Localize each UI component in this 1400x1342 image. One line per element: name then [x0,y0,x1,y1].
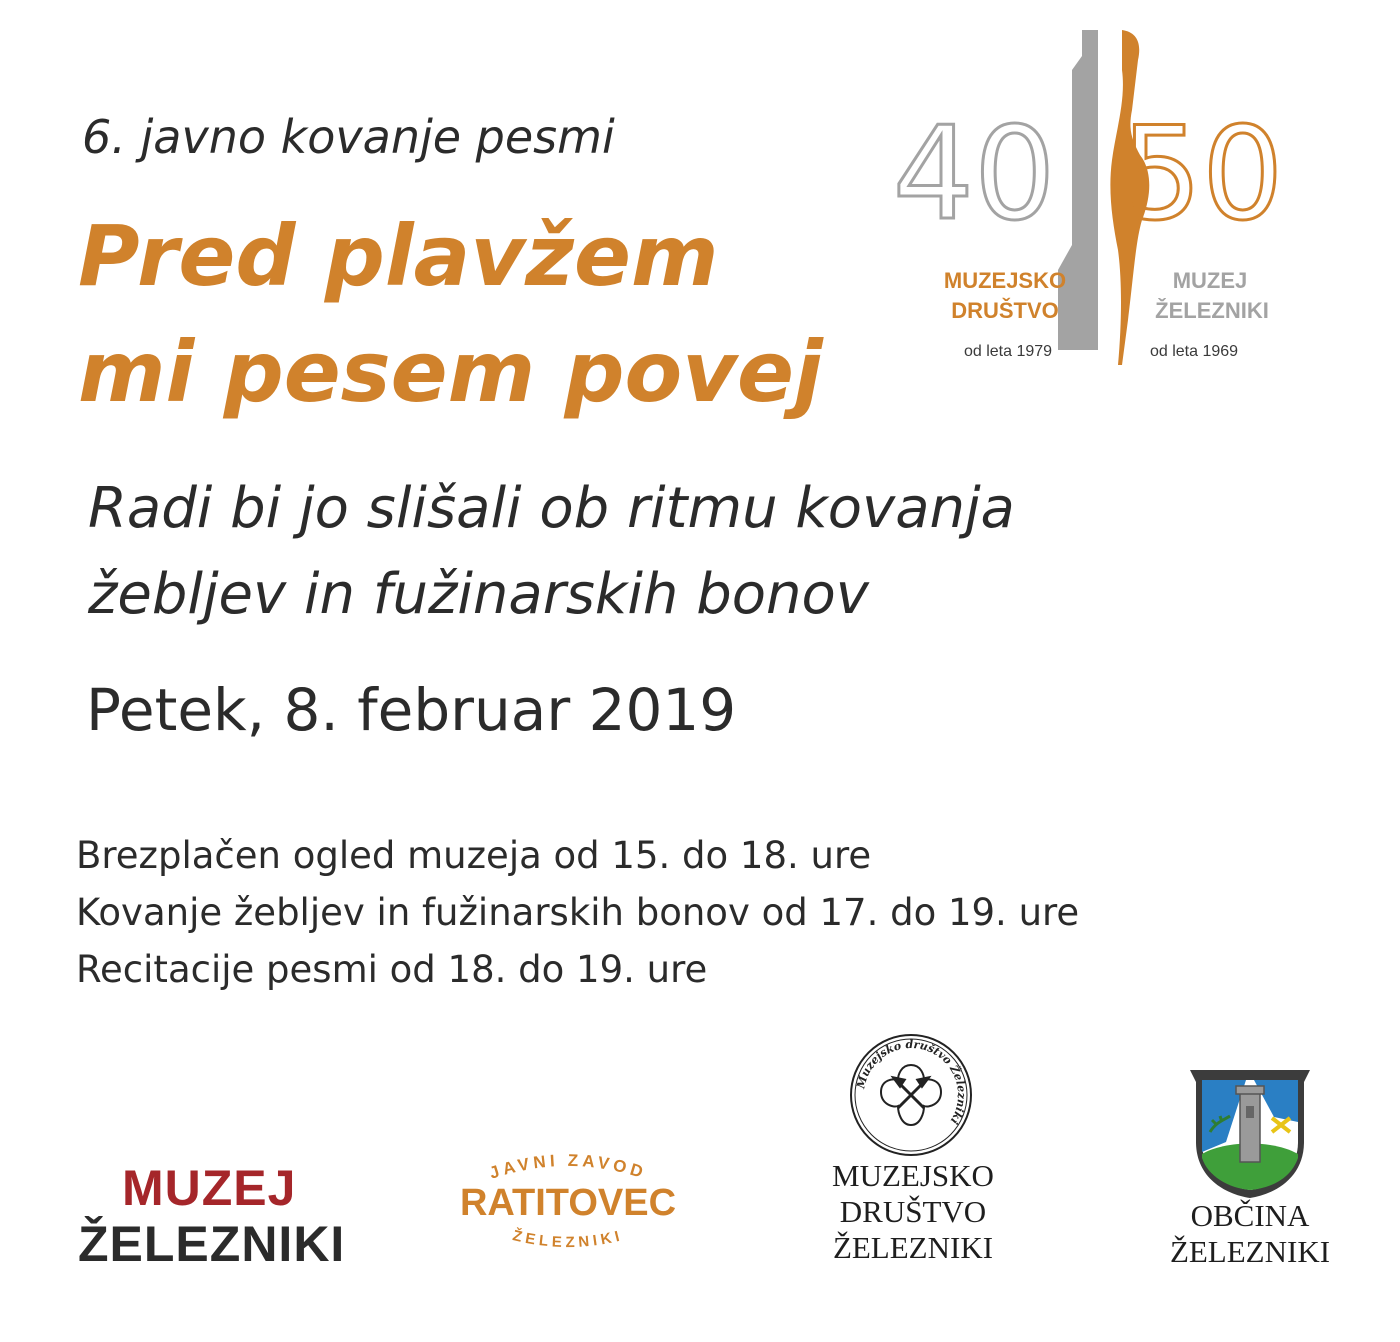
drustvo-line-3: ŽELEZNIKI [832,1230,994,1265]
anniversary-logo [860,20,1284,380]
muzej-zelezniki-logo [78,1160,345,1272]
event-subtitle-line-2: žebljev in fužinarskih bonov [88,562,869,627]
anniv-right-name-1: MUZEJ [1172,268,1248,293]
schedule-item: Kovanje žebljev in fužinarskih bonov od 17. do 19. ure [76,891,1080,934]
drustvo-line-2: DRUŠTVO [839,1194,987,1229]
anniv-left-name-1: MUZEJSKO [943,268,1067,293]
anniv-right-since: od leta 1969 [1149,343,1239,360]
anniv-left-since: od leta 1979 [963,343,1053,360]
event-subtitle-line-1: Radi bi jo slišali ob ritmu kovanja [88,476,1015,541]
schedule-item: Brezplačen ogled muzeja od 15. do 18. ure [76,834,872,877]
drustvo-line-1: MUZEJSKO [832,1158,994,1193]
crossed-hammers-icon [894,1078,928,1108]
schedule-item: Recitacije pesmi od 18. do 19. ure [76,948,708,991]
ratitovec-main-text: RATITOVEC [459,1182,677,1224]
anniv-left-number: 40 [892,100,1056,249]
event-title-line-2: mi pesem povej [78,323,823,421]
event-date: Petek, 8. februar 2019 [86,676,737,744]
event-title-line-1: Pred plavžem [78,207,719,305]
anniv-left-name-2: DRUŠTVO [951,298,1059,323]
drustvo-seal-text: Muzejsko društvo Železniki [854,1037,969,1127]
ratitovec-bottom-text: ŽELEZNIKI [510,1227,626,1252]
drustvo-name [806,1158,1020,1266]
anniv-right-number: 50 [1120,100,1284,249]
obcina-name [1140,1198,1360,1270]
anniv-right-name-2: ŽELEZNIKI [1155,298,1269,323]
event-kicker: 6. javno kovanje pesmi [82,110,615,164]
event-subtitle [88,466,1015,638]
obcina-line-1: OBČINA [1190,1198,1310,1233]
drustvo-seal-icon [846,1030,976,1160]
svg-text:ŽELEZNIKI [511,1226,625,1251]
ratitovec-logo [438,1140,698,1270]
muzej-logo-line-2: ŽELEZNIKI [78,1216,346,1272]
ratitovec-top-text: JAVNI ZAVOD [487,1150,649,1183]
obcina-line-2: ŽELEZNIKI [1169,1234,1331,1269]
svg-text:JAVNI ZAVOD [487,1151,649,1183]
obcina-crest-icon [1186,1062,1314,1200]
muzej-logo-line-1: MUZEJ [122,1160,297,1216]
event-title [78,198,823,430]
event-schedule [76,827,1079,998]
gray-blade-shape [1058,30,1098,350]
